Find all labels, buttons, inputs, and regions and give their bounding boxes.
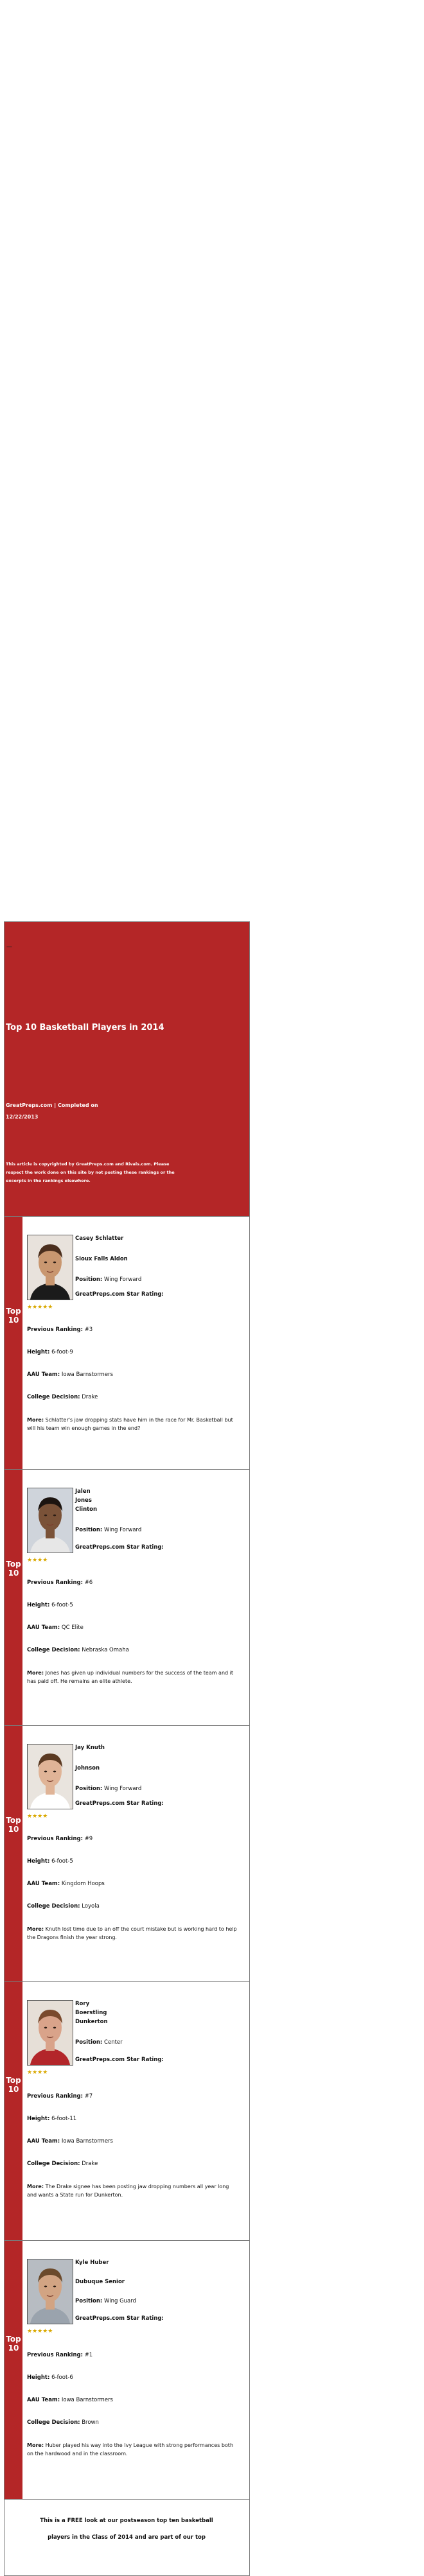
college-decision-label: College Decision: bbox=[27, 1903, 80, 1910]
star-rating-label: GreatPreps.com Star Rating: bbox=[75, 1291, 164, 1298]
side-banner bbox=[4, 1217, 22, 1469]
footer-text: This is a FREE look at our postseason top ten basketball players in the Class of 2014 and are part of our top bbox=[40, 2518, 213, 2541]
article-footer bbox=[4, 2499, 249, 2575]
previous-ranking-line bbox=[27, 2351, 93, 2359]
aau-team-value: QC Elite bbox=[61, 1624, 84, 1631]
height-line bbox=[27, 1348, 73, 1356]
college-decision-line bbox=[27, 1393, 98, 1401]
byline-date: 12/22/2013 bbox=[6, 1114, 39, 1120]
previous-ranking-value: #3 bbox=[84, 1327, 93, 1333]
aau-team-label: AAU Team: bbox=[27, 1624, 60, 1631]
player-name-line: Clinton bbox=[75, 1506, 98, 1513]
position-label: Position: bbox=[75, 2039, 103, 2046]
more-label: More: bbox=[27, 2442, 44, 2448]
aau-team-label: AAU Team: bbox=[27, 1371, 60, 1378]
college-decision-value: Nebraska Omaha bbox=[82, 1647, 129, 1653]
player-photo bbox=[27, 2000, 73, 2066]
player-name-line: Rory bbox=[75, 2001, 90, 2007]
copyright-notice: This article is copyrighted by GreatPreps.com and Rivals.com. Please respect the work done on this site by not posting these rankings or the excerpts in the rankings elsewhere. bbox=[6, 1162, 175, 1183]
top-label-text: Top bbox=[6, 2076, 21, 2085]
previous-ranking-line bbox=[27, 2093, 93, 2100]
player-photo bbox=[27, 2259, 73, 2324]
aau-team-value: Iowa Barnstormers bbox=[61, 1371, 113, 1378]
player-name-line: Dubuque Senior bbox=[75, 2279, 125, 2285]
height-value: 6-foot-5 bbox=[51, 1602, 73, 1608]
star-rating-icons: ★★★★★ bbox=[27, 2328, 53, 2335]
star-rating-label: GreatPreps.com Star Rating: bbox=[75, 2057, 164, 2063]
player-card bbox=[4, 2240, 249, 2499]
position-line bbox=[75, 1526, 141, 1534]
position-label: Position: bbox=[75, 1786, 103, 1792]
aau-team-value: Iowa Barnstormers bbox=[61, 2138, 113, 2145]
ten-label-text: 10 bbox=[8, 1825, 19, 1834]
position-value: Wing Guard bbox=[104, 2298, 137, 2304]
college-decision-label: College Decision: bbox=[27, 1647, 80, 1653]
previous-ranking-value: #1 bbox=[84, 2352, 93, 2358]
article-container bbox=[4, 921, 250, 2576]
player-name-line: Jay Knuth bbox=[75, 1745, 105, 1751]
more-value: Huber played his way into the Ivy League with strong performances both on the hardwood and in the classroom. bbox=[27, 2442, 234, 2457]
previous-ranking-value: #9 bbox=[84, 1836, 93, 1842]
top-ten-label bbox=[4, 1307, 22, 1325]
top-ten-label bbox=[4, 2076, 22, 2094]
star-rating-icons: ★★★★ bbox=[27, 1557, 48, 1563]
height-line bbox=[27, 1858, 73, 1865]
position-label: Position: bbox=[75, 2298, 103, 2304]
college-decision-value: Loyola bbox=[82, 1903, 100, 1910]
top-label-text: Top bbox=[6, 1307, 21, 1316]
player-card bbox=[4, 1469, 249, 1725]
player-photo bbox=[27, 1235, 73, 1300]
previous-ranking-label: Previous Ranking: bbox=[27, 2093, 83, 2100]
article-header bbox=[4, 922, 249, 1216]
side-banner bbox=[4, 2241, 22, 2499]
aau-team-line bbox=[27, 2137, 113, 2145]
height-value: 6-foot-9 bbox=[51, 1349, 73, 1355]
position-value: Wing Forward bbox=[104, 1527, 142, 1533]
more-text bbox=[27, 1416, 239, 1432]
position-value: Wing Forward bbox=[104, 1276, 142, 1283]
aau-team-label: AAU Team: bbox=[27, 2138, 60, 2145]
star-rating-icons: ★★★★★ bbox=[27, 1304, 53, 1310]
star-rating-label: GreatPreps.com Star Rating: bbox=[75, 1544, 164, 1551]
article-byline bbox=[6, 1100, 173, 1123]
position-value: Center bbox=[104, 2039, 123, 2046]
position-line bbox=[75, 2297, 136, 2305]
aau-team-value: Kingdom Hoops bbox=[61, 1881, 105, 1887]
college-decision-line bbox=[27, 2160, 98, 2168]
aau-team-line bbox=[27, 2396, 113, 2404]
college-decision-value: Drake bbox=[82, 1394, 98, 1400]
player-name-line: Johnson bbox=[75, 1765, 100, 1771]
college-decision-label: College Decision: bbox=[27, 2161, 80, 2167]
star-rating-label: GreatPreps.com Star Rating: bbox=[75, 2315, 164, 2322]
height-value: 6-foot-11 bbox=[51, 2116, 77, 2122]
player-name-line: Kyle Huber bbox=[75, 2259, 109, 2266]
player-name-line: Boerstling bbox=[75, 2010, 107, 2016]
more-label: More: bbox=[27, 1417, 44, 1423]
player-card bbox=[4, 1216, 249, 1469]
aau-team-label: AAU Team: bbox=[27, 1881, 60, 1887]
height-label: Height: bbox=[27, 2116, 50, 2122]
ten-label-text: 10 bbox=[8, 2085, 19, 2094]
side-banner bbox=[4, 1726, 22, 1981]
more-label: More: bbox=[27, 2184, 44, 2189]
side-banner bbox=[4, 1470, 22, 1725]
player-name-line: Casey Schlatter bbox=[75, 1235, 124, 1242]
position-label: Position: bbox=[75, 1276, 103, 1283]
more-value: Knuth lost time due to an off the court mistake but is working hard to help the Dragons finish the year strong. bbox=[27, 1926, 237, 1940]
position-line bbox=[75, 1276, 141, 1284]
aau-team-line bbox=[27, 1371, 113, 1379]
previous-ranking-line bbox=[27, 1835, 93, 1843]
aau-team-line bbox=[27, 1624, 84, 1632]
header-dash: — bbox=[6, 944, 12, 950]
top-ten-label bbox=[4, 1560, 22, 1578]
college-decision-line bbox=[27, 1902, 100, 1910]
position-label: Position: bbox=[75, 1527, 103, 1533]
star-rating-icons: ★★★★ bbox=[27, 1813, 48, 1820]
star-rating-icons: ★★★★ bbox=[27, 2069, 48, 2076]
height-label: Height: bbox=[27, 1349, 50, 1355]
height-line bbox=[27, 1601, 73, 1609]
more-text bbox=[27, 1669, 239, 1685]
height-label: Height: bbox=[27, 1602, 50, 1608]
height-label: Height: bbox=[27, 1858, 50, 1865]
position-line bbox=[75, 2039, 123, 2046]
more-text bbox=[27, 2441, 239, 2458]
top-ten-label bbox=[4, 1816, 22, 1834]
aau-team-label: AAU Team: bbox=[27, 2397, 60, 2403]
more-value: The Drake signee has been posting jaw dropping numbers all year long and wants a State run for Dunkerton. bbox=[27, 2184, 229, 2198]
more-label: More: bbox=[27, 1670, 44, 1676]
player-name-line: Jones bbox=[75, 1497, 92, 1504]
previous-ranking-label: Previous Ranking: bbox=[27, 2352, 83, 2358]
top-label-text: Top bbox=[6, 1560, 21, 1569]
previous-ranking-label: Previous Ranking: bbox=[27, 1836, 83, 1842]
height-label: Height: bbox=[27, 2374, 50, 2381]
position-line bbox=[75, 1785, 141, 1793]
more-text bbox=[27, 2182, 239, 2199]
height-value: 6-foot-5 bbox=[51, 1858, 73, 1865]
top-label-text: Top bbox=[6, 1816, 21, 1825]
college-decision-line bbox=[27, 1646, 129, 1654]
player-card bbox=[4, 1725, 249, 1981]
college-decision-label: College Decision: bbox=[27, 2419, 80, 2426]
ten-label-text: 10 bbox=[8, 2344, 19, 2353]
previous-ranking-line bbox=[27, 1326, 93, 1334]
college-decision-value: Brown bbox=[82, 2419, 99, 2426]
ten-label-text: 10 bbox=[8, 1569, 19, 1578]
top-ten-label bbox=[4, 2335, 22, 2353]
side-banner bbox=[4, 1982, 22, 2240]
previous-ranking-label: Previous Ranking: bbox=[27, 1580, 83, 1586]
byline-source: GreatPreps.com | Completed on bbox=[6, 1102, 98, 1108]
previous-ranking-value: #7 bbox=[84, 2093, 93, 2100]
previous-ranking-value: #6 bbox=[84, 1580, 93, 1586]
player-name-line: Sioux Falls Aldon bbox=[75, 1256, 128, 1262]
position-value: Wing Forward bbox=[104, 1786, 142, 1792]
player-name-line: Jalen bbox=[75, 1488, 91, 1495]
previous-ranking-line bbox=[27, 1579, 93, 1587]
top-label-text: Top bbox=[6, 2335, 21, 2344]
more-value: Jones has given up individual numbers for the success of the team and it has paid off. He remains an elite athlete. bbox=[27, 1670, 234, 1684]
more-value: Schlatter's jaw dropping stats have him in the race for Mr. Basketball but will his team win enough games in the end? bbox=[27, 1417, 233, 1431]
aau-team-line bbox=[27, 1880, 105, 1888]
aau-team-value: Iowa Barnstormers bbox=[61, 2397, 113, 2403]
college-decision-line bbox=[27, 2419, 99, 2426]
star-rating-label: GreatPreps.com Star Rating: bbox=[75, 1800, 164, 1807]
height-value: 6-foot-6 bbox=[51, 2374, 73, 2381]
college-decision-label: College Decision: bbox=[27, 1394, 80, 1400]
more-label: More: bbox=[27, 1926, 44, 1932]
height-line bbox=[27, 2374, 73, 2381]
player-card bbox=[4, 1981, 249, 2240]
player-name-line: Dunkerton bbox=[75, 2019, 108, 2025]
more-text bbox=[27, 1925, 239, 1942]
player-photo bbox=[27, 1744, 73, 1809]
article-title: Top 10 Basketball Players in 2014 bbox=[6, 1023, 164, 1032]
player-photo bbox=[27, 1488, 73, 1553]
height-line bbox=[27, 2115, 76, 2123]
ten-label-text: 10 bbox=[8, 1316, 19, 1325]
previous-ranking-label: Previous Ranking: bbox=[27, 1327, 83, 1333]
college-decision-value: Drake bbox=[82, 2161, 98, 2167]
